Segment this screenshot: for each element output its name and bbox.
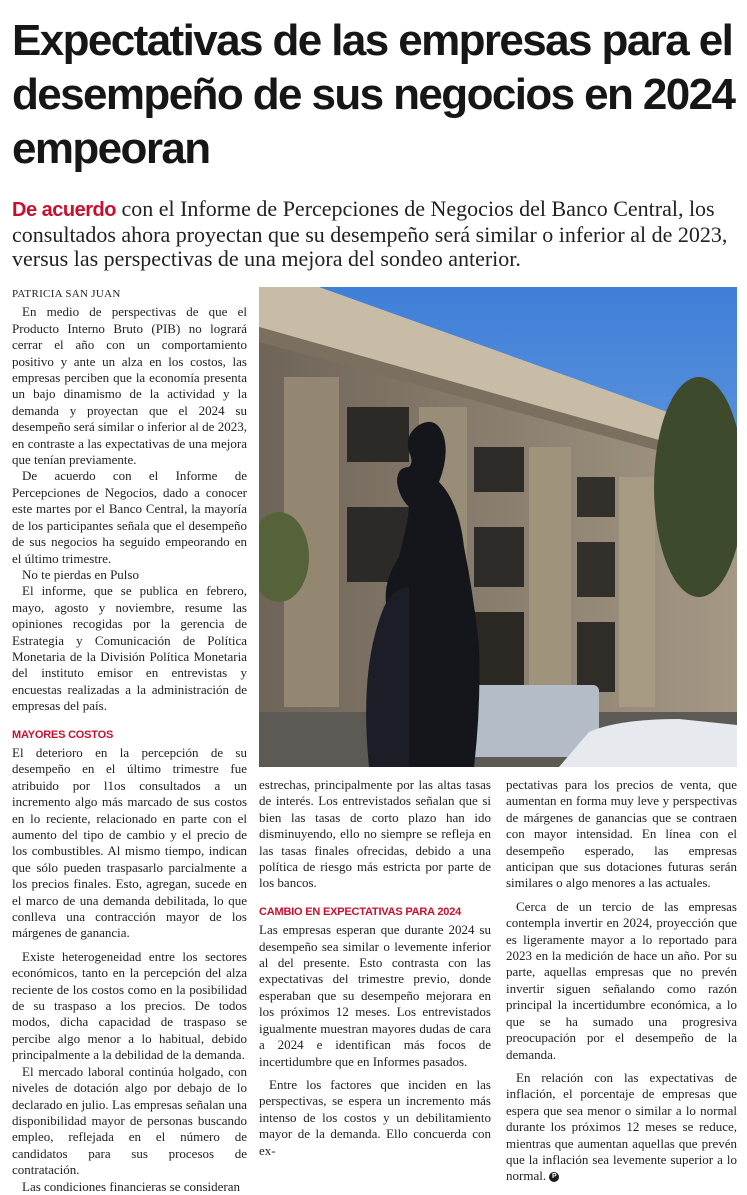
- paragraph: El mercado laboral continúa holgado, con niveles de dotación algo por debajo de lo declarado en julio. Las empresas señalan una disponibilidad mayor de personas buscando empleo, reflejada en el número de candidatos para sus procesos de contratación.: [12, 1063, 247, 1178]
- paragraph: pectativas para los precios de venta, que aumentan en forma muy leve y perspectivas de márgenes de ganancias que se contraen con mayor intensidad. En línea con el desempeño esperado, las empresas anticipan que sus dotaciones futuras serán similares o algo menores a las actuales.: [506, 777, 737, 891]
- column-3: [506, 777, 737, 1185]
- paragraph: No te pierdas en Pulso: [22, 566, 139, 582]
- paragraph-text: En relación con las expectativas de inflación, el porcentaje de empresas que espera que sea menor o similar a lo normal durante los próximos 12 meses se reduce, mientras que aumentan aquellas que prevén que la inflación sea levemente superior a lo normal.: [506, 1069, 737, 1184]
- subhead-cambio-expectativas: CAMBIO EN EXPECTATIVAS PARA 2024: [259, 905, 462, 918]
- paragraph: [506, 1070, 737, 1185]
- lede: [12, 197, 737, 272]
- paragraph: Las empresas esperan que durante 2024 su desempeño sea similar o levemente inferior al del presente. Esto contrasta con las expectativas del trimestre previo, donde esperaban que su desempeño mejorara en los próximos 12 meses. Los entrevistados igualmente muestran mayores dudas de cara a 2024 e identifican más focos de incertidumbre que en Informes pasados.: [259, 922, 491, 1069]
- column-1: [12, 286, 247, 1195]
- column-2: [259, 777, 491, 1159]
- paragraph: El informe, que se publica en febrero, mayo, agosto y noviembre, resume las opiniones recogidas por la gerencia de Estrategia y Comunicación de Política Monetaria de la División Política Monetaria del instituto emisor en entrevistas y encuestas realizadas a la administración de empresas del país.: [12, 583, 247, 714]
- end-mark-icon: P: [549, 1172, 559, 1182]
- paragraph: estrechas, principalmente por las altas tasas de interés. Los entrevistados señalan que si bien las tasas de corto plazo han ido disminuyendo, ello no siempre se refleja en las tasas finales ofrecidas, debido a una política de riesgo más estricta por parte de los bancos.: [259, 777, 491, 891]
- headline: Expectativas de las empresas para el desempeño de sus negocios en 2024 empeoran: [12, 16, 735, 173]
- paragraph: Entre los factores que inciden en las perspectivas, se espera un incremento más intenso de los costos y un debilitamiento mayor de la demanda. Ello concuerda con ex-: [259, 1076, 491, 1158]
- bank-building-photo: [259, 287, 737, 767]
- paragraph: Las condiciones financieras se consideran: [22, 1178, 241, 1194]
- lede-text: con el Informe de Percepciones de Negocios del Banco Central, los consultados ahora proyectan que su desempeño será similar o inferior al de 2023, versus las perspectivas de una mejora del sondeo anterior.: [12, 196, 728, 271]
- lede-kicker: De acuerdo: [12, 199, 116, 221]
- subhead-mayores-costos: MAYORES COSTOS: [12, 728, 114, 741]
- paragraph: Cerca de un tercio de las empresas contempla invertir en 2024, proyección que es ligeramente mayor a lo reportado para 2023 en la medición de hace un año. Por su parte, aquellas empresas que no prevén invertir siguen señalando como razón principal la incertidumbre económica, a lo que se ha sumado una progresiva preocupación por el desempeño de la demanda.: [506, 898, 737, 1062]
- paragraph: Existe heterogeneidad entre los sectores económicos, tanto en la percepción del alza reciente de los costos como en la posibilidad de su traspaso a los precios. De todos modos, dicha capacidad de traspaso se percibe algo menor a lo habitual, debido principalmente a la debilidad de la demanda.: [12, 948, 247, 1063]
- byline: PATRICIA SAN JUAN: [12, 288, 121, 300]
- paragraph: De acuerdo con el Informe de Percepciones de Negocios, dado a conocer este martes por el Banco Central, la mayoría de los participantes señala que el desempeño de sus negocios ha seguido empeorando en el último trimestre.: [12, 468, 247, 566]
- photo-illustration: [259, 287, 737, 767]
- paragraph: En medio de perspectivas de que el Producto Interno Bruto (PIB) no logrará cerrar el año con un comportamiento positivo y ante un alza en los costos, las empresas perciben que la economía presenta un bajo dinamismo de la actividad y la demanda y proyectan que el 2024 su desempeño será similar o inferior al de 2023, en contraste a las expectativas de una mejora que tenían previamente.: [12, 304, 247, 468]
- paragraph: El deterioro en la percepción de su desempeño en el último trimestre fue atribuido por l1os consultados a un incremento algo más marcado de sus costos en lo reciente, relacionado en parte con el aumento del tipo de cambio y el precio de los combustibles. Al mismo tiempo, indican que sólo pueden traspasarlo parcialmente a los precios finales. Esto, agregan, sucede en el marco de una demanda debilitada, lo que conlleva una contracción mayor de los márgenes de ganancia.: [12, 744, 247, 941]
